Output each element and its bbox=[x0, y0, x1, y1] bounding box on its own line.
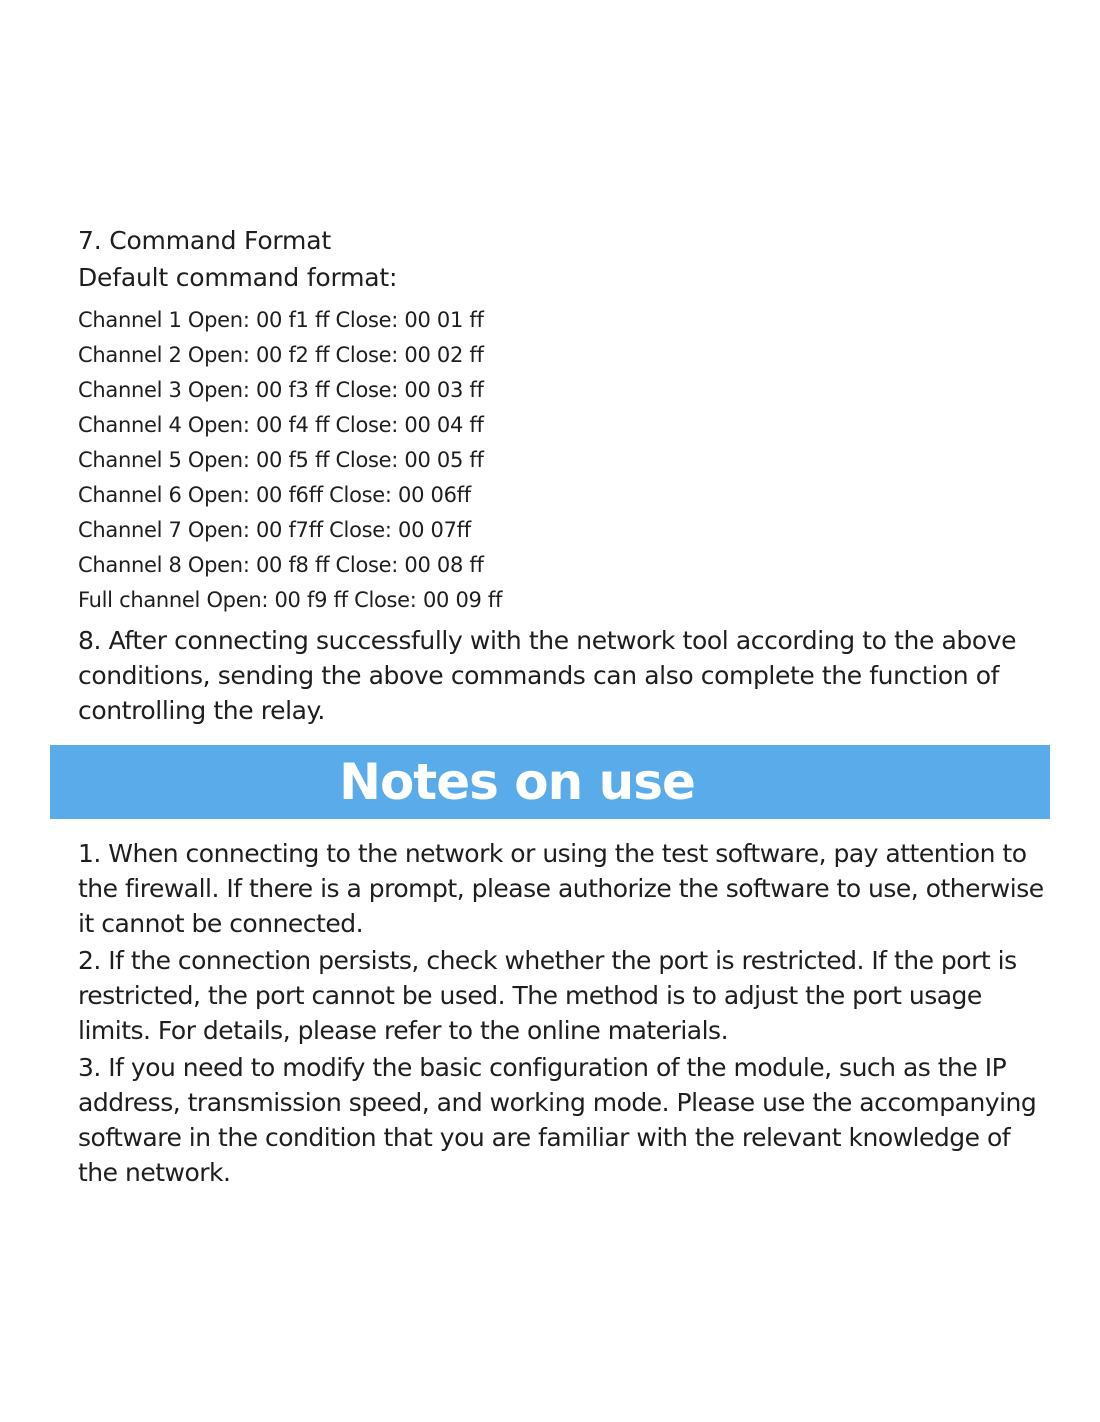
notes-on-use-banner bbox=[50, 745, 1050, 819]
notes-on-use-title: Notes on use bbox=[339, 753, 695, 811]
notes-list bbox=[78, 836, 1048, 1192]
section-8-paragraph: 8. After connecting successfully with the network tool according to the above conditions, sending the above commands can also complete the function of controlling the relay. bbox=[78, 626, 1017, 725]
command-full-channel: Full channel Open: 00 f9 ff Close: 00 09 ff bbox=[78, 588, 503, 612]
command-channel-2: Channel 2 Open: 00 f2 ff Close: 00 02 ff bbox=[78, 343, 484, 367]
note-2: 2. If the connection persists, check whether the port is restricted. If the port is restricted, the port cannot be used. The method is to adjust the port usage limits. For details, please refer to the online materials. bbox=[78, 946, 1017, 1045]
command-channel-7: Channel 7 Open: 00 f7ff Close: 00 07ff bbox=[78, 518, 471, 542]
command-channel-8: Channel 8 Open: 00 f8 ff Close: 00 08 ff bbox=[78, 553, 484, 577]
command-channel-1: Channel 1 Open: 00 f1 ff Close: 00 01 ff bbox=[78, 308, 484, 332]
command-channel-5: Channel 5 Open: 00 f5 ff Close: 00 05 ff bbox=[78, 448, 484, 472]
command-channel-6: Channel 6 Open: 00 f6ff Close: 00 06ff bbox=[78, 483, 471, 507]
default-command-format-label: Default command format: bbox=[78, 263, 398, 292]
command-channel-3: Channel 3 Open: 00 f3 ff Close: 00 03 ff bbox=[78, 378, 484, 402]
note-1: 1. When connecting to the network or using the test software, pay attention to the firewall. If there is a prompt, please authorize the software to use, otherwise it cannot be connected. bbox=[78, 839, 1044, 938]
note-3: 3. If you need to modify the basic configuration of the module, such as the IP address, transmission speed, and working mode. Please use the accompanying software in the condition that you are familiar with the relevant knowledge of the network. bbox=[78, 1053, 1037, 1187]
command-channel-4: Channel 4 Open: 00 f4 ff Close: 00 04 ff bbox=[78, 413, 484, 437]
command-list bbox=[78, 303, 502, 618]
command-format-heading: 7. Command Format bbox=[78, 226, 331, 255]
